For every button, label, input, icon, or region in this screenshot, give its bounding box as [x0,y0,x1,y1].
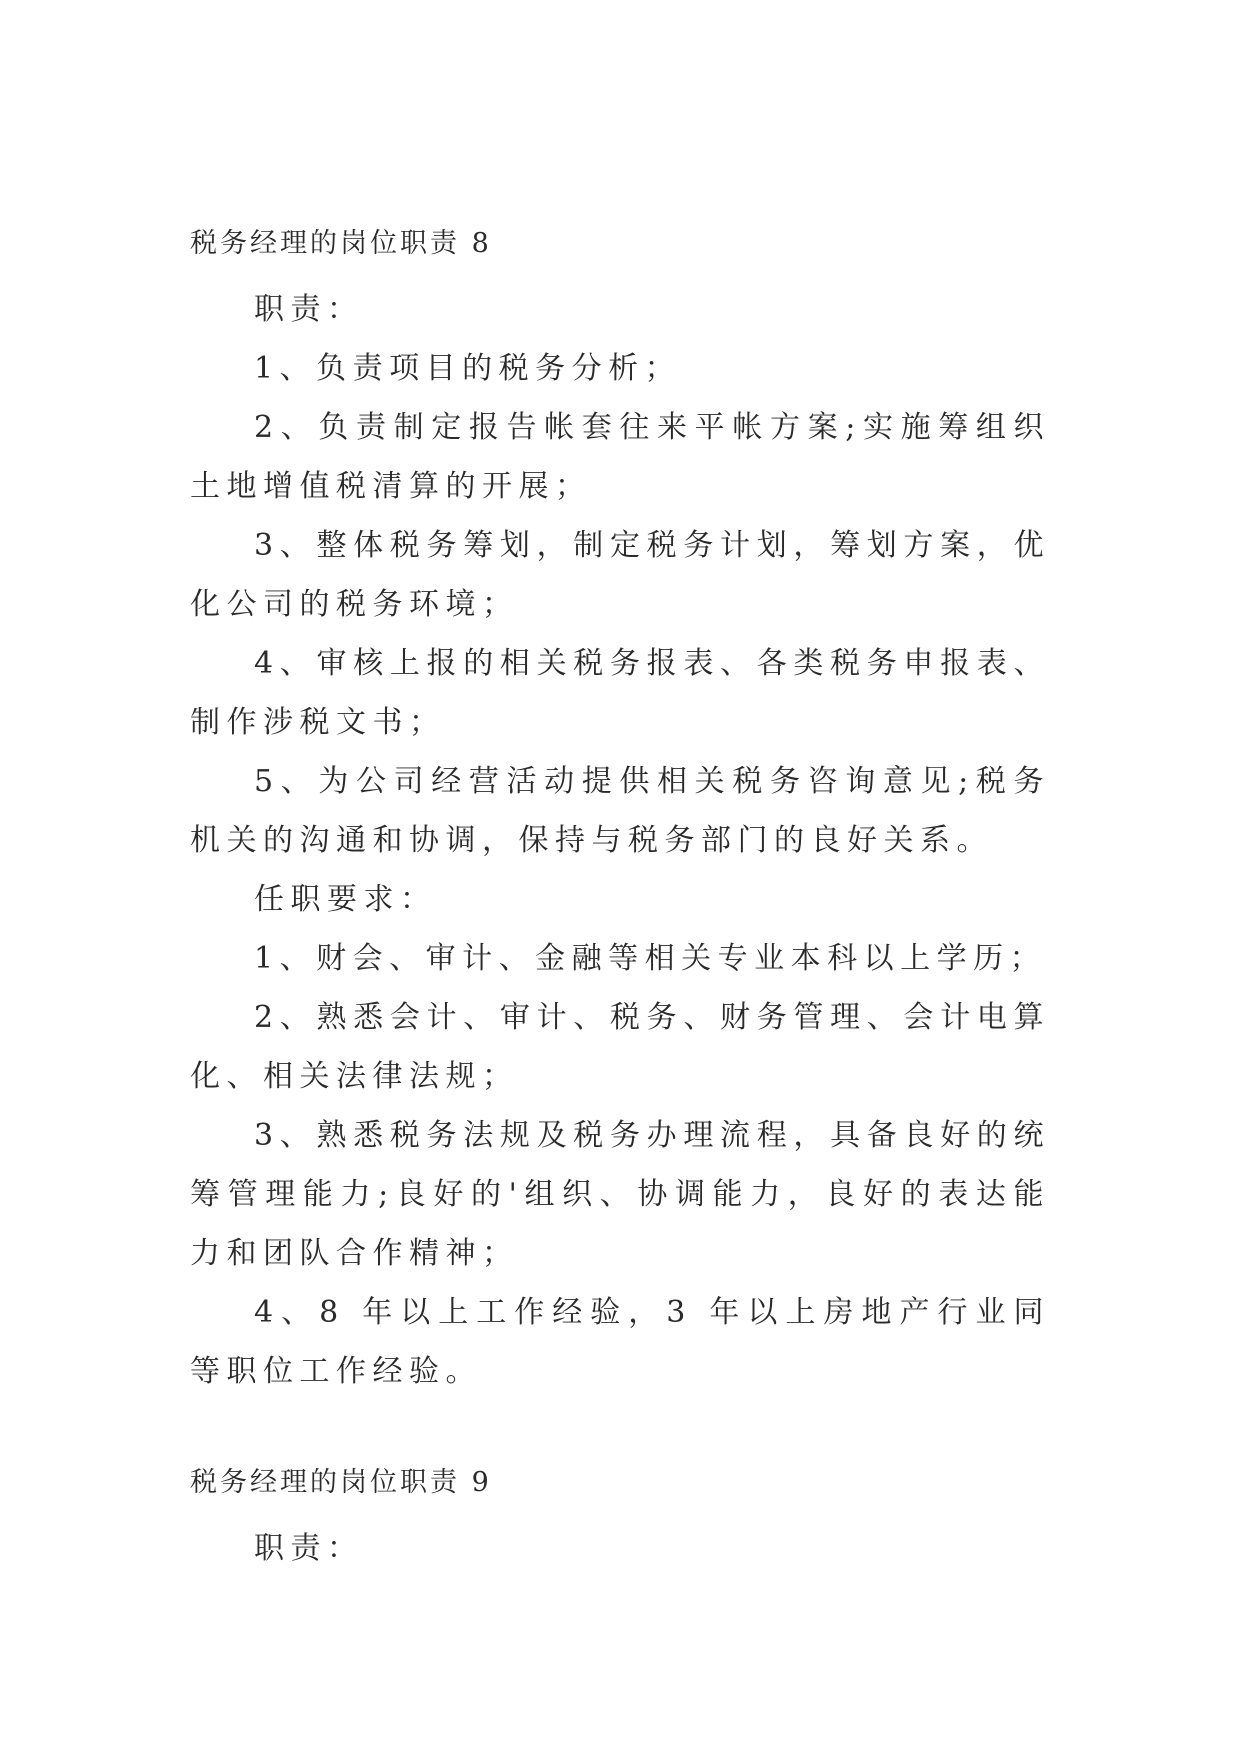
section-9-title: 税务经理的岗位职责 9 [190,1467,492,1498]
duty-item-5: 5、为公司经营活动提供相关税务咨询意见;税务机关的沟通和协调，保持与税务部门的良好关系。 [190,764,1050,858]
section-8-title: 税务经理的岗位职责 8 [190,228,492,259]
requirement-item-4: 4、8 年以上工作经验，3 年以上房地产行业同等职位工作经验。 [190,1295,1050,1389]
duty-item-2: 2、负责制定报告帐套往来平帐方案;实施筹组织土地增值税清算的开展； [190,410,1050,504]
duty-item-3: 3、整体税务筹划，制定税务计划，筹划方案，优化公司的税务环境； [190,528,1050,622]
document-body [190,222,1050,1578]
requirement-item-2: 2、熟悉会计、审计、税务、财务管理、会计电算化、相关法律法规； [190,1000,1050,1094]
duty-item-1: 1、负责项目的税务分析； [254,351,682,386]
section-8-duties-heading: 职责： [254,292,364,327]
duty-item-4: 4、审核上报的相关税务报表、各类税务申报表、制作涉税文书； [190,646,1050,740]
requirement-item-1: 1、财会、审计、金融等相关专业本科以上学历； [254,941,1047,976]
section-9-duties-heading: 职责： [254,1531,364,1566]
section-8-requirements-heading: 任职要求： [254,882,437,917]
requirement-item-3: 3、熟悉税务法规及税务办理流程，具备良好的统筹管理能力;良好的'组织、协调能力，良好的表达能力和团队合作精神； [190,1118,1050,1271]
